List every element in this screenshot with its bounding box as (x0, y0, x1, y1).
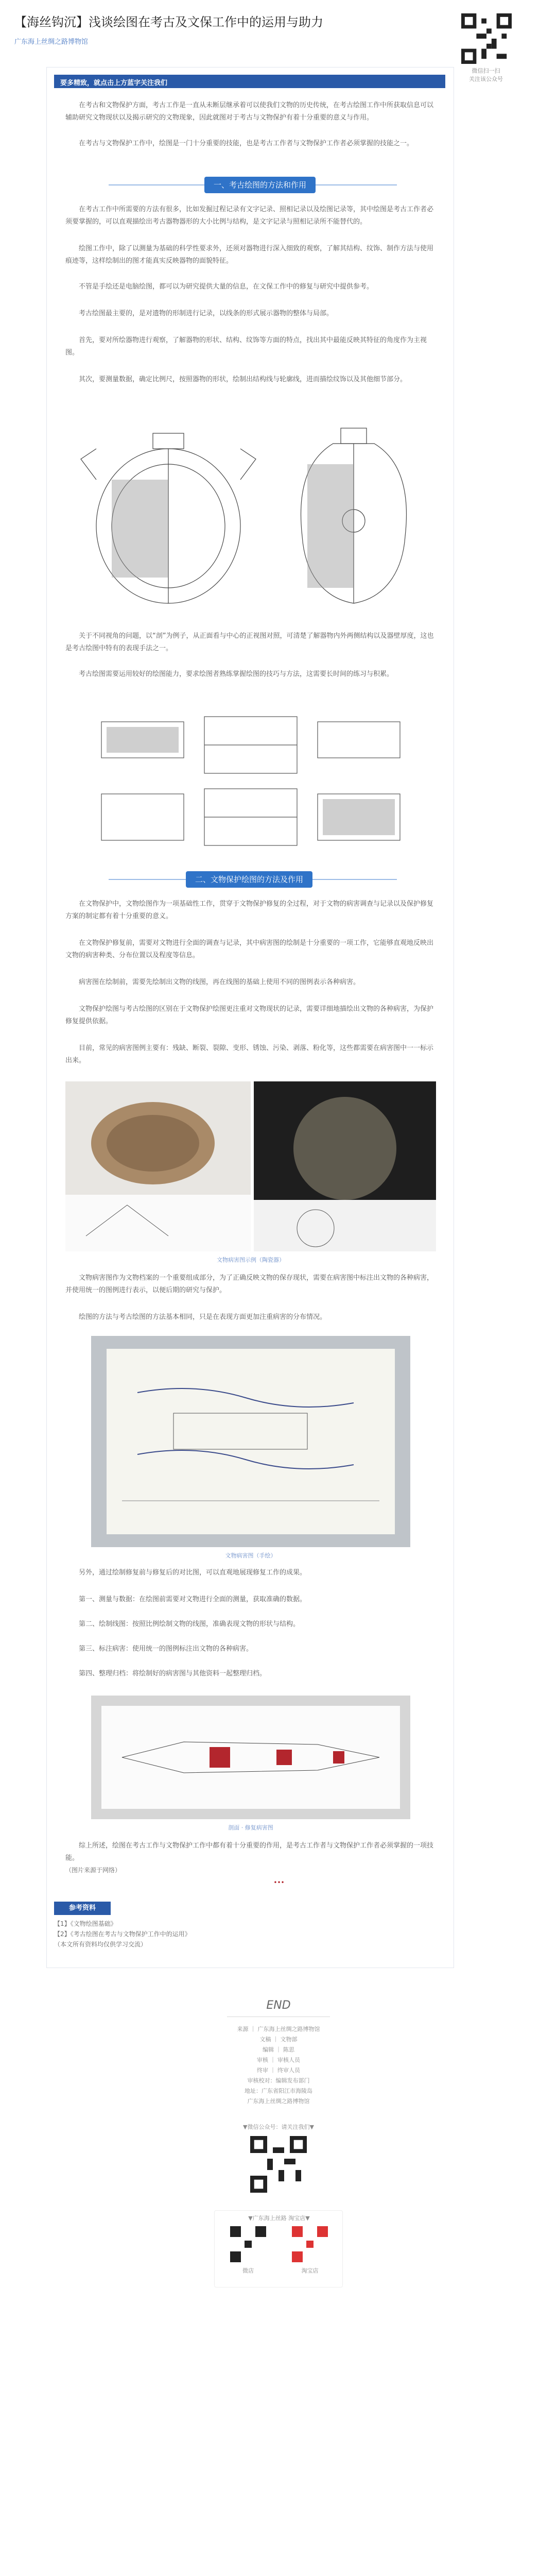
subscribe-banner[interactable] (54, 75, 445, 88)
credit-line: 审核 ｜ 审核人员 (257, 2057, 300, 2063)
banner-text: 要多精致，就点击上方蓝字关注我们 (60, 79, 168, 87)
taobao-qr-icon[interactable] (292, 2226, 328, 2262)
body-paragraph: 在考古工作中所需要的方法有很多，比如发掘过程记录有文字记录、照相记录以及绘图记录等，其中绘图是考古工作者必须要掌握的，可以直观描绘出考古器物器形的大小比例与结构，是文字记录与照相记录所不能替代的。 (65, 206, 434, 226)
figure-caption: 文物病害图示例（陶瓷器） (217, 1257, 285, 1263)
qr-caption: 微信扫一扫 关注该公众号 (469, 67, 503, 82)
body-paragraph: 第三、标注病害：使用统一的图例标注出文物的各种病害。 (79, 1645, 253, 1653)
pager-dots: ••• (273, 1879, 285, 1886)
footer-divider (227, 2016, 330, 2017)
weidian-label: 微店 (242, 2267, 254, 2274)
footer (0, 1994, 557, 2576)
section-heading-label: 二、文物保护绘图的方法及作用 (186, 871, 312, 888)
body-paragraph: 另外，通过绘制修复前与修复后的对比图，可以直观地展现修复工作的成果。 (79, 1569, 307, 1577)
intro-paragraph: 在考古与文物保护工作中，绘图是一门十分重要的技能，也是考古工作者与文物保护工作者必须掌握的技能之一。 (79, 140, 414, 147)
article-title: 【海丝钩沉】浅谈绘图在考古及文保工作中的运用与助力 (14, 15, 323, 29)
follow-qr-icon (250, 2136, 307, 2193)
body-paragraph: 考古绘图最主要的，是对遗物的形制进行记录，以线条的形式展示器物的整体与局部。 (79, 310, 334, 317)
credit-line: 地址：广东省阳江市海陵岛 (245, 2088, 312, 2094)
fragment-image (65, 1081, 251, 1251)
body-paragraph: 第四、整理归档：将绘制好的病害图与其他资料一起整理归档。 (79, 1670, 267, 1677)
section-heading (109, 871, 397, 888)
source-link[interactable]: 广东海上丝绸之路博物馆 (14, 38, 89, 46)
qr-code-icon (461, 13, 512, 64)
credit-line: 广东海上丝绸之路博物馆 (247, 2098, 310, 2105)
body-paragraph: 考古绘图需要运用较好的绘图能力，要求绘图者熟练掌握绘图的技巧与方法，这需要长时间的练习与积累。 (79, 670, 394, 678)
figure-vessel-drawing (65, 418, 436, 619)
section-heading (109, 177, 397, 193)
disc-image (254, 1081, 436, 1251)
body-paragraph: 绘图的方法与考古绘图的方法基本相同，只是在表现方面更加注重病害的分布情况。 (79, 1313, 327, 1321)
reference-item: 【1】《文物绘图基础》 (54, 1920, 117, 1927)
photo-artifact-disc (254, 1081, 436, 1251)
body-paragraph: 文物保护绘图与考古绘图的区别在于文物保护绘图更注重对文物现状的记录，需要详细地描绘出文物的各种病害，为保护修复提供依据。 (65, 1005, 434, 1025)
reference-item: （本文所有资料均仅供学习交流） (54, 1941, 147, 1948)
condition-map-image (91, 1336, 410, 1547)
reference-item: 【2】《考古绘图在考古与文物保护工作中的运用》 (54, 1930, 191, 1938)
weidian-qr-icon[interactable] (230, 2226, 266, 2262)
references-label: 参考资料 (54, 1902, 111, 1915)
body-paragraph: 其次，要测量数据，确定比例尺，按照器物的形状，绘制出结构线与轮廓线，进而描绘纹饰以及其他细节部分。 (79, 376, 407, 383)
body-paragraph: 文物病害图作为文物档案的一个重要组成部分，为了正确反映文物的保存现状，需要在病害图中标注出文物的各种病害，并使用统一的图例进行表示，以便后期的研究与保护。 (65, 1274, 434, 1294)
closing-paragraph: 综上所述，绘图在考古工作与文物保护工作中都有着十分重要的作用，是考古工作者与文物保护工作者必须掌握的一项技能。 (65, 1842, 434, 1862)
intro-paragraph: 在考古和文物保护方面，考古工作是一直从未断层继承着可以使我们文物的历史传统，在考古绘图工作中所获取信息可以辅助研究文物现状以及揭示研究的文物现象，因此就图对于考古与文物保护有着十分重要的意义与作用。 (65, 101, 434, 122)
shop-header: ▼广东海上丝路 淘宝店▼ (248, 2215, 310, 2222)
end-mark: END (266, 1999, 291, 2012)
body-paragraph: 关于不同视角的问题，以“剖”为例子，从正面看与中心的正视图对照，可清楚了解器物内外两侧结构以及器壁厚度，这也是考古绘图中特有的表现手法之一。 (65, 632, 434, 652)
credit-line: 终审 ｜ 终审人员 (257, 2067, 300, 2074)
credit-line: 文稿 ｜ 文物部 (259, 2036, 298, 2043)
figure-caption: 剖面 · 修复病害图 (228, 1824, 273, 1831)
body-paragraph: 在文物保护中，文物绘图作为一项基础性工作，贯穿于文物保护修复的全过程，对于文物的病害调查与记录以及保护修复方案的制定都有着十分重要的意义。 (65, 900, 434, 920)
body-paragraph: 第二、绘制线图：按照比例绘制文物的线图，准确表现文物的形状与结构。 (79, 1620, 300, 1628)
figure-condition-map (91, 1336, 410, 1547)
body-paragraph: 第一、测量与数据：在绘图前需要对文物进行全面的测量，获取准确的数据。 (79, 1596, 307, 1603)
figure-caption: 文物病害图（手绘） (225, 1552, 276, 1559)
image-source-note: （图片来源于网络） (65, 1867, 121, 1874)
body-paragraph: 在文物保护修复前，需要对文物进行全面的调查与记录，其中病害图的绘制是十分重要的一项工作，它能够直观地反映出文物的病害种类、分布位置以及程度等信息。 (65, 939, 434, 959)
body-paragraph: 目前，常见的病害图例主要有：残缺、断裂、裂隙、变形、锈蚀、污染、剥落、粉化等，这些都需要在病害图中一一标示出来。 (65, 1044, 434, 1064)
credit-line: 编辑 ｜ 陈思 (263, 2046, 294, 2053)
figure-structure-drawing (91, 706, 410, 861)
body-paragraph: 绘图工作中，除了以测量为基础的科学性要求外，还须对器物进行深入细致的观察，了解其结构、纹饰、制作方法与使用痕迹等，这样绘制出的图才能真实反映器物的面貌特征。 (65, 245, 434, 265)
follow-tip: ▼微信公众号：请关注我们▼ (243, 2124, 314, 2130)
body-paragraph: 不管是手绘还是电脑绘图，都可以为研究提供大量的信息，在文保工作中的修复与研究中提供参考。 (79, 283, 374, 291)
figure-artifact-section (91, 1696, 410, 1819)
article-body (46, 67, 454, 1968)
section-image (91, 1696, 410, 1819)
credit-line: 审核校对：编辑发布部门 (247, 2077, 310, 2084)
shop-card (214, 2210, 343, 2287)
section-heading-label: 一、考古绘图的方法和作用 (204, 177, 316, 193)
body-paragraph: 病害图在绘制前，需要先绘制出文物的线图，再在线图的基础上使用不同的图例表示各种病害。 (79, 978, 360, 986)
body-paragraph: 首先，要对所绘器物进行观察，了解器物的形状、结构、纹饰等方面的特点，找出其中最能反映其特征的角度作为主视图。 (65, 336, 427, 357)
photo-artifact-fragment (65, 1081, 251, 1251)
credit-line: 来源 ｜ 广东海上丝绸之路博物馆 (237, 2026, 320, 2032)
taobao-label: 淘宝店 (301, 2267, 319, 2274)
